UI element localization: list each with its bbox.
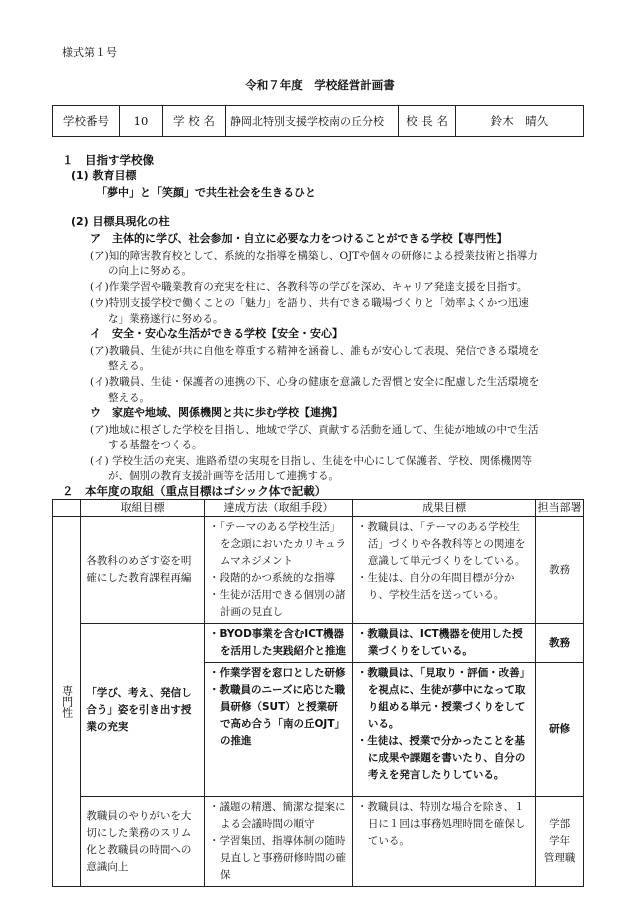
pillar-a-item-1-cont: の向上に努める。 — [108, 265, 192, 277]
principal-label: 校 長 名 — [399, 106, 456, 137]
method-cell — [204, 797, 352, 887]
pillar-a-item-3: (ウ)特別支援学校で働くことの「魅力」を語り、共有できる職場づくりと「効率よくかつ迅速 — [90, 297, 529, 309]
result-item: ・生徒は、授業で分かったことを基に成果や課題を書いたり、自分の考えを発言したりしている。 — [356, 735, 526, 781]
method-cell — [204, 663, 352, 797]
result-item: ・教職員は、「見取り・評価・改善」を視点に、生徒が夢中になって取り組める単元・授業づくりをしている。 — [356, 667, 531, 730]
pillar-c-title: ウ 家庭や地域、関係機関と共に歩む学校【連携】 — [90, 406, 343, 419]
form-number: 様式第１号 — [62, 46, 117, 59]
method-item: ・BYOD事業を含むICT機器を活用した実践紹介と推進 — [208, 628, 346, 657]
goal-cell: 教職員のやりがいを大切にした業務のスリム化と教職員の時間への意識向上 — [81, 797, 205, 887]
pillar-c-item-2: (イ) 学校生活の充実、進路希望の実現を目指し、生徒を中心にして保護者、学校、関係機関等 — [90, 455, 533, 467]
plan-table-header — [53, 500, 584, 517]
principal-name: 鈴木 晴久 — [456, 106, 584, 137]
pillar-a-title: ア 主体的に学び、社会参加・自立に必要な力をつけることができる学校【専門性】 — [90, 232, 508, 245]
school-motto: 「夢中」と「笑顔」で共生社会を生きるひと — [96, 186, 316, 199]
pillar-a-item-1: (ア)知的障害教育校として、系統的な指導を構築し、OJTや個々の研修による授業技術と指導力 — [90, 250, 538, 262]
school-name: 静岡北特別支援学校南の丘分校 — [226, 106, 399, 137]
pillar-a-item-2: (イ)作業学習や職業教育の充実を柱に、各教科等の学びを深め、キャリア発達支援を目指す。 — [90, 281, 528, 293]
school-no: 10 — [120, 106, 163, 137]
pillar-c-item-1-cont: する基盤をつくる。 — [108, 439, 203, 451]
method-item: ・学習集団、指導体制の随時見直しと事務研修時間の確保 — [208, 835, 346, 881]
education-goal-heading: (1) 教育目標 — [71, 169, 137, 182]
table-row — [53, 797, 584, 887]
method-cell — [204, 624, 352, 663]
plan-table — [52, 499, 584, 887]
method-item: ・作業学習を窓口とした研修 — [208, 667, 346, 679]
result-item: ・教職員は、ICT機器を使用した授業づくりをしている。 — [356, 628, 523, 657]
pillars-heading: (2) 目標具現化の柱 — [71, 215, 170, 228]
method-item: ・生徒が活用できる個別の諸計画の見直し — [208, 589, 346, 618]
goal-cell: 「学び、考え、発信し合う」姿を引き出す授業の充実 — [81, 624, 205, 797]
header-dept: 担当部署 — [536, 500, 584, 517]
pillar-b-item-2-cont: 整える。 — [108, 392, 150, 404]
method-item: ・教職員のニーズに応じた職員研修（SUT）と授業研で高め合う「南の丘OJT」の推進 — [208, 684, 345, 747]
method-cell — [204, 517, 352, 624]
section2-heading: ２ 本年度の取組（重点目標はゴシック体で記載） — [62, 484, 327, 498]
table-row — [53, 624, 584, 663]
header-goal: 取組目標 — [81, 500, 205, 517]
school-name-label: 学 校 名 — [163, 106, 226, 137]
header-result: 成果目標 — [352, 500, 535, 517]
pillar-b-item-1-cont: 整える。 — [108, 360, 150, 372]
school-no-label: 学校番号 — [53, 106, 120, 137]
pillar-b-item-2: (イ)教職員、生徒・保護者の連携の下、心身の健康を意識した習慣と安全に配慮した生活環境を — [90, 376, 540, 388]
category-label: 専門性 — [60, 685, 74, 718]
table-row — [53, 517, 584, 624]
category-cell — [53, 517, 81, 887]
result-item: ・教職員は、「テーマのある学校生活」づくりや各教科等との関連を意識して単元づくりをしている。 — [356, 521, 526, 567]
method-item: ・議題の精選、簡潔な提案による会議時間の順守 — [208, 801, 346, 830]
dept-cell: 教務 — [536, 624, 584, 663]
section1-heading: １ 目指す学校像 — [62, 153, 154, 167]
result-item: ・生徒は、自分の年間目標が分かり、学校生活を送っている。 — [356, 572, 515, 601]
result-cell — [352, 517, 535, 624]
dept-cell: 教務 — [536, 517, 584, 624]
method-item: ・段階的かつ系統的な指導 — [208, 572, 335, 584]
header-method: 達成方法（取組手段） — [204, 500, 352, 517]
goal-cell: 各教科のめざす姿を明確にした教育課程再編 — [81, 517, 205, 624]
pillar-c-item-2-cont: が、個別の教育支援計画等を活用して連携する。 — [108, 470, 339, 482]
header-blank — [53, 500, 81, 517]
pillar-a-item-3-cont: な」業務遂行に努める。 — [108, 313, 224, 325]
pillar-b-title: イ 安全・安心な生活ができる学校【安全・安心】 — [90, 327, 343, 340]
result-cell — [352, 624, 535, 663]
dept-cell: 研修 — [536, 663, 584, 797]
school-info-table — [52, 105, 584, 137]
result-cell — [352, 663, 535, 797]
pillar-c-item-1: (ア)地域に根ざした学校を目指し、地域で学び、貢献する活動を通して、生徒が地域の中で生活 — [90, 424, 539, 436]
pillar-b-item-1: (ア)教職員、生徒が共に自他を尊重する精神を涵養し、誰もが安心して表現、発信できる環境を — [90, 345, 540, 357]
document-title: 令和７年度 学校経営計画書 — [245, 78, 395, 92]
method-item: ・「テーマのある学校生活」を念頭においたカリキュラムマネジメント — [208, 521, 346, 567]
result-item: ・教職員は、特別な場合を除き、１日に１回は事務処理時間を確保している。 — [356, 801, 526, 847]
dept-cell: 学部 学年 管理職 — [536, 797, 584, 887]
result-cell — [352, 797, 535, 887]
